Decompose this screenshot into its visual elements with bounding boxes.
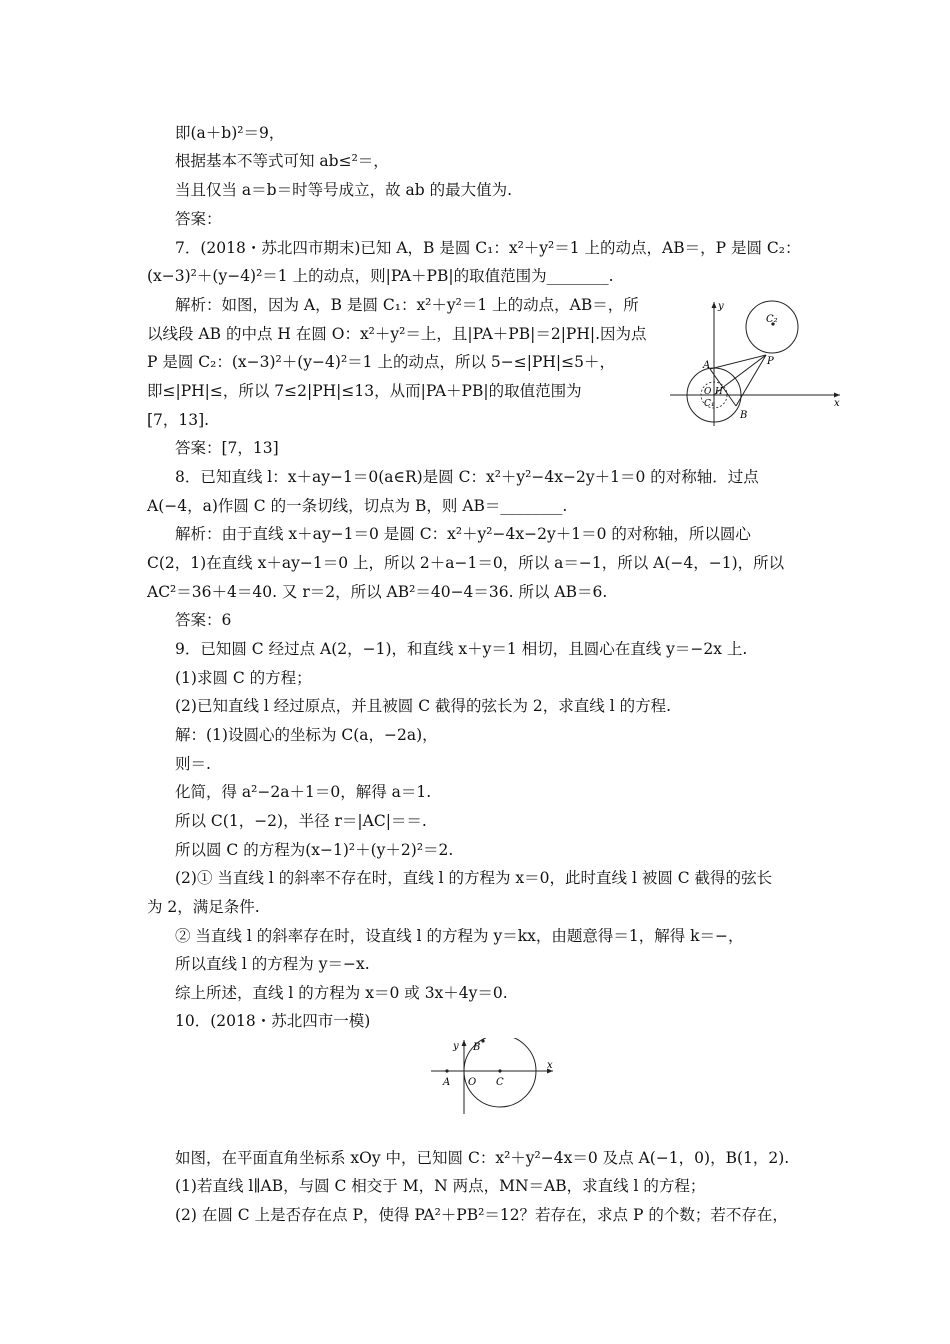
text-line: 解析：如图，因为 A，B 是圆 C₁：x²＋y²＝1 上的动点，AB＝，所 (175, 296, 639, 314)
text-line: 以线段 AB 的中点 H 在圆 O：x²＋y²＝上，且|PA＋PB|＝2|PH|.因为点 (147, 325, 647, 343)
text-line: 如图，在平面直角坐标系 xOy 中，已知圆 C：x²＋y²−4x＝0 及点 A(−1，0)，B(1，2). (175, 1149, 790, 1167)
text-line: (2)已知直线 l 经过原点，并且被圆 C 截得的弦长为 2，求直线 l 的方程. (175, 697, 672, 715)
text-line: 根据基本不等式可知 ab≤²＝， (175, 152, 389, 170)
text-line: [7，13]. (147, 411, 210, 429)
problem-9-title: 9．已知圆 C 经过点 A(2，−1)，和直线 x＋y＝1 相切，且圆心在直线 y＝−2x 上. (175, 640, 748, 658)
text-line: (1)若直线 l∥AB，与圆 C 相交于 M，N 两点，MN＝AB，求直线 l 的方程； (175, 1177, 706, 1195)
problem-8-title: 8．已知直线 l：x＋ay−1＝0(a∈R)是圆 C：x²＋y²−4x−2y＋1＝0 的对称轴．过点 (175, 468, 759, 486)
text-line: 答案：6 (175, 611, 232, 629)
text-line: 即(a＋b)²＝9， (175, 124, 285, 142)
label-c: C (496, 1077, 504, 1088)
axis-x-label: x (834, 398, 840, 409)
text-line: 答案：[7，13] (175, 439, 279, 457)
problem-10-title: 10．(2018・苏北四市一模) (175, 1012, 371, 1030)
text-line: 则＝. (175, 755, 211, 773)
text-line: (x−3)²＋(y−4)²＝1 上的动点，则|PA＋PB|的取值范围为________. (147, 267, 614, 285)
text-line: 解析：由于直线 x＋ay−1＝0 是圆 C：x²＋y²−4x−2y＋1＝0 的对称轴，所以圆心 (175, 525, 751, 543)
axis-y-label: y (453, 1041, 459, 1052)
text-line: 当且仅当 a＝b＝时等号成立，故 ab 的最大值为. (175, 181, 513, 199)
text-line: 解：(1)设圆心的坐标为 C(a，−2a)， (175, 726, 438, 744)
label-o: O (704, 387, 712, 397)
label-o: O (468, 1077, 477, 1088)
label-a: A (443, 1077, 451, 1088)
text-line: A(−4，a)作圆 C 的一条切线，切点为 B，则 AB＝________. (147, 497, 568, 515)
text-line: 为 2，满足条件. (147, 898, 260, 916)
label-h: H (715, 387, 723, 397)
text-line: 化简，得 a²−2a＋1＝0，解得 a＝1. (175, 783, 432, 801)
text-line: P 是圆 C₂：(x−3)²＋(y−4)²＝1 上的动点，所以 5−≤|PH|≤5＋， (147, 353, 615, 371)
label-b: B (473, 1042, 481, 1053)
axis-x-label: x (547, 1060, 553, 1071)
axis-y-label: y (718, 301, 724, 312)
label-p: P (767, 356, 774, 367)
figure-circles-c1-c2 (660, 298, 850, 428)
text-line: 所以 C(1，−2)，半径 r＝|AC|＝＝. (175, 812, 427, 830)
text-line: ② 当直线 l 的斜率存在时，设直线 l 的方程为 y＝kx，由题意得＝1，解得 k＝−， (175, 927, 744, 945)
text-line: (2)① 当直线 l 的斜率不存在时，直线 l 的方程为 x＝0，此时直线 l 被圆 C 截得的弦长 (175, 869, 773, 887)
text-line: 所以圆 C 的方程为(x−1)²＋(y＋2)²＝2. (175, 841, 454, 859)
label-c1: C₁ (704, 399, 715, 409)
text-line: C(2，1)在直线 x＋ay−1＝0 上，所以 2＋a−1＝0，所以 a＝−1，所以 A(−4，−1)，所以 (147, 554, 785, 572)
label-a: A (703, 360, 711, 371)
text-line: 答案： (175, 210, 222, 228)
problem-7-title: 7．(2018・苏北四市期末)已知 A，B 是圆 C₁：x²＋y²＝1 上的动点，AB＝，P 是圆 C₂： (175, 239, 801, 257)
text-line: 综上所述，直线 l 的方程为 x＝0 或 3x＋4y＝0. (175, 984, 508, 1002)
text-line: 所以直线 l 的方程为 y＝−x. (175, 955, 370, 973)
text-line: (1)求圆 C 的方程； (175, 669, 312, 687)
text-line: AC²＝36＋4＝40. 又 r＝2，所以 AB²＝40−4＝36. 所以 AB＝6. (147, 583, 608, 601)
text-line: (2) 在圆 C 上是否存在点 P，使得 PA²＋PB²＝12？若存在，求点 P 的个数；若不存在， (175, 1206, 788, 1224)
label-c2: C₂ (766, 314, 778, 325)
figure-circle-c (425, 1038, 565, 1118)
label-b: B (740, 410, 748, 421)
text-line: 即≤|PH|≤，所以 7≤2|PH|≤13，从而|PA＋PB|的取值范围为 (147, 382, 582, 400)
